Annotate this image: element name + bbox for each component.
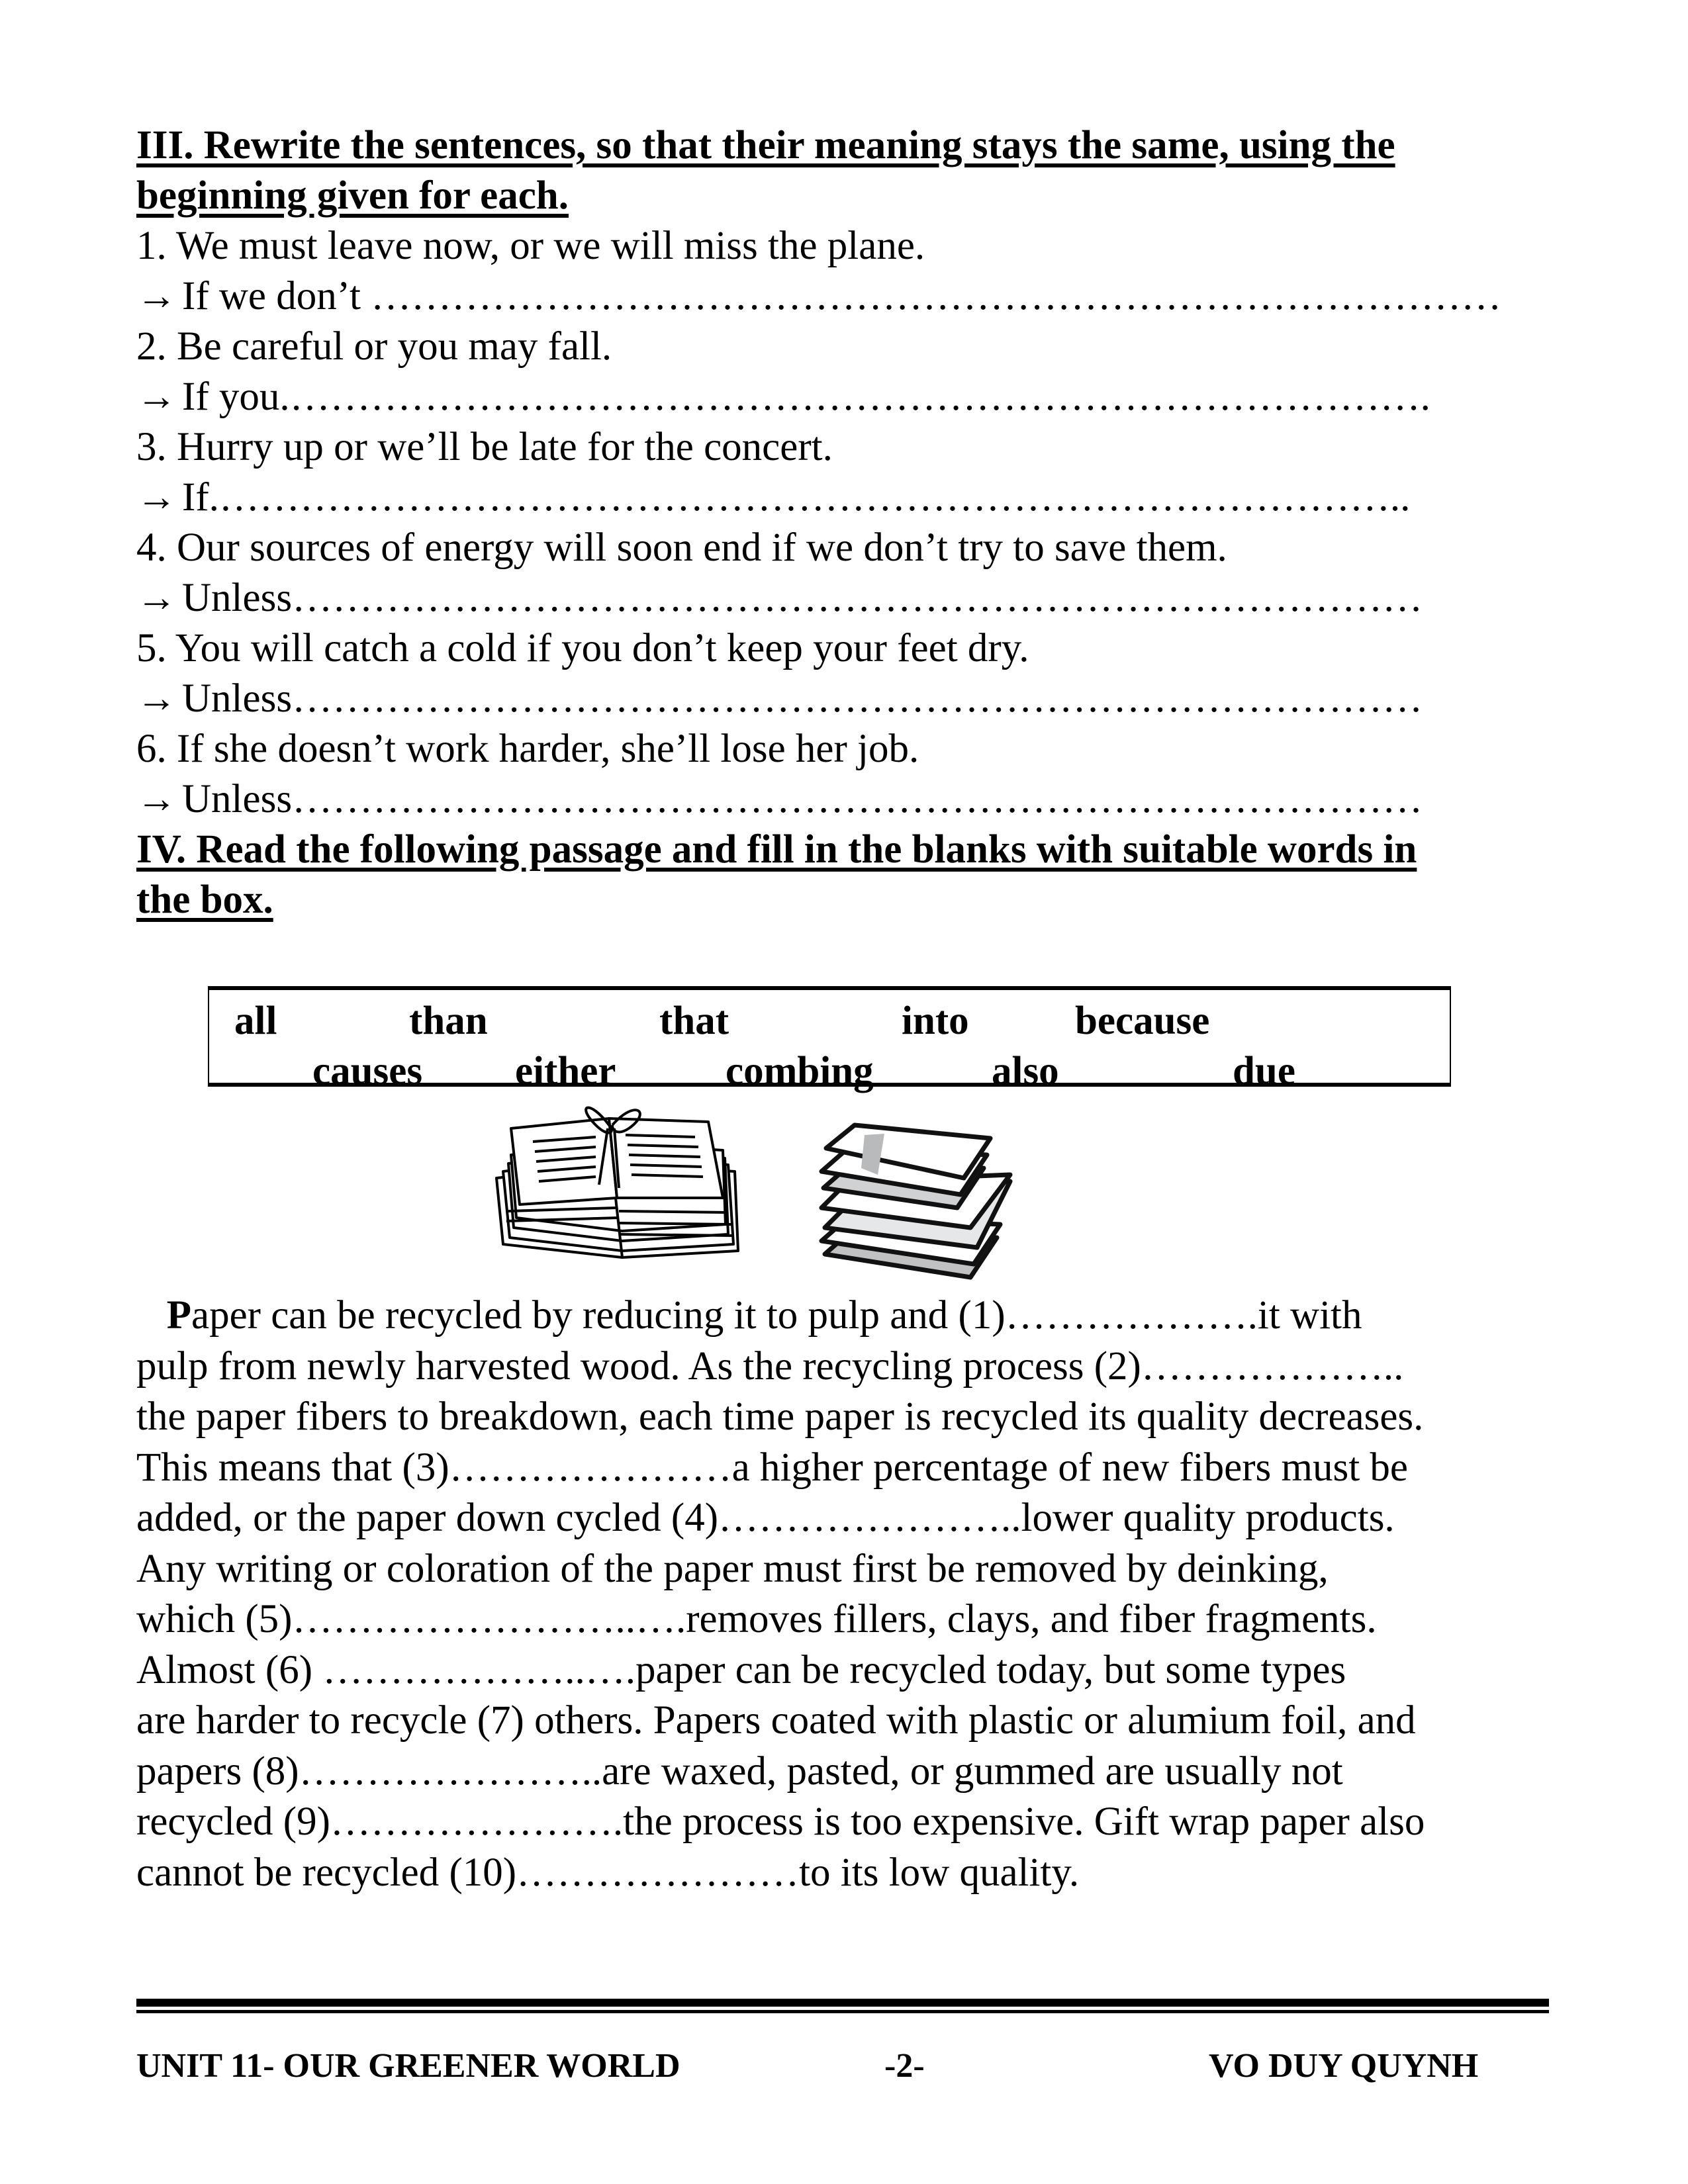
answer-start: If. bbox=[182, 475, 219, 520]
answer-start: Unless bbox=[182, 676, 293, 721]
word-option: than bbox=[409, 999, 488, 1043]
answer-line-5[interactable] bbox=[136, 674, 1423, 724]
paper-stack-illustration bbox=[812, 1102, 1037, 1281]
exercise-prompt-3: 3. Hurry up or we’ll be late for the concert. bbox=[136, 425, 833, 469]
footer-unit-title: UNIT 11- OUR GREENER WORLD bbox=[136, 2047, 680, 2085]
passage-line-2: pulp from newly harvested wood. As the recycling process (2)……………….. bbox=[136, 1343, 1404, 1388]
answer-line-2[interactable] bbox=[136, 372, 1430, 422]
word-option: all bbox=[234, 999, 277, 1043]
newspaper-bundle-illustration bbox=[477, 1099, 755, 1277]
word-option: either bbox=[515, 1049, 616, 1093]
passage-line-12: cannot be recycled (10)…………………to its low quality. bbox=[136, 1850, 1080, 1895]
answer-blank[interactable]: …………………………………………………………………………. bbox=[289, 375, 1430, 419]
answer-blank[interactable]: ………………………………………………………………………… bbox=[292, 576, 1423, 620]
section4-heading-line2: the box. bbox=[136, 878, 273, 922]
section3-heading-line2: beginning given for each. bbox=[136, 173, 569, 218]
passage-line-4: This means that (3)…………………a higher percentage of new fibers must be bbox=[136, 1445, 1408, 1490]
word-option: that bbox=[659, 999, 729, 1043]
section3-heading-line1: III. Rewrite the sentences, so that their meaning stays the same, using the bbox=[136, 123, 1395, 167]
footer-author: VO DUY QUYNH bbox=[1209, 2047, 1479, 2085]
passage-line-10: papers (8)…………………..are waxed, pasted, or gummed are usually not bbox=[136, 1749, 1343, 1794]
arrow-right-icon: → bbox=[136, 475, 177, 520]
footer-page-number: -2- bbox=[884, 2047, 925, 2085]
passage-line-1 bbox=[136, 1291, 1549, 1342]
answer-line-1[interactable] bbox=[136, 271, 1501, 322]
arrow-right-icon: → bbox=[136, 777, 177, 821]
arrow-right-icon: → bbox=[136, 676, 177, 721]
exercise-prompt-5: 5. You will catch a cold if you don’t keep your feet dry. bbox=[136, 626, 1029, 670]
answer-blank[interactable]: …………………………………………………………………………….. bbox=[218, 475, 1411, 520]
passage-line-6: Any writing or coloration of the paper must first be removed by deinking, bbox=[136, 1546, 1329, 1591]
answer-blank[interactable]: ………………………………………………………………………… bbox=[371, 274, 1502, 318]
section4-heading-line1: IV. Read the following passage and fill in the blanks with suitable words in bbox=[136, 827, 1417, 872]
arrow-right-icon: → bbox=[136, 274, 177, 318]
reading-passage bbox=[136, 1291, 1549, 1898]
word-option: because bbox=[1075, 999, 1210, 1043]
arrow-right-icon: → bbox=[136, 375, 177, 419]
answer-line-6[interactable] bbox=[136, 774, 1423, 825]
answer-line-4[interactable] bbox=[136, 573, 1423, 623]
exercise-prompt-2: 2. Be careful or you may fall. bbox=[136, 324, 612, 369]
drop-letter: P bbox=[166, 1293, 192, 1338]
word-option: combing bbox=[726, 1049, 874, 1093]
exercise-prompt-4: 4. Our sources of energy will soon end if we don’t try to save them. bbox=[136, 525, 1227, 570]
exercise-prompt-1: 1. We must leave now, or we will miss the plane. bbox=[136, 224, 925, 268]
word-option: into bbox=[902, 999, 969, 1043]
passage-line-9: are harder to recycle (7) others. Papers coated with plastic or alumium foil, and bbox=[136, 1698, 1416, 1743]
word-option: causes bbox=[312, 1049, 423, 1093]
passage-text: aper can be recycled by reducing it to pulp and (1)……………….it with bbox=[191, 1293, 1362, 1338]
answer-start: If we don’t bbox=[182, 274, 371, 318]
arrow-right-icon: → bbox=[136, 576, 177, 620]
word-option: also bbox=[992, 1049, 1059, 1093]
answer-start: Unless bbox=[182, 576, 293, 620]
word-box bbox=[208, 986, 1451, 1093]
footer-rule-thick bbox=[136, 1999, 1549, 2007]
exercise-prompt-6: 6. If she doesn’t work harder, she’ll lose her job. bbox=[136, 727, 919, 771]
answer-line-3[interactable] bbox=[136, 473, 1410, 523]
answer-start: Unless bbox=[182, 777, 293, 821]
answer-blank[interactable]: ………………………………………………………………………… bbox=[292, 777, 1423, 821]
passage-line-7: which (5)……………………..….removes fillers, clays, and fiber fragments. bbox=[136, 1597, 1377, 1641]
passage-line-8: Almost (6) ………………..….paper can be recycled today, but some types bbox=[136, 1647, 1346, 1692]
footer-rule-thin bbox=[136, 2010, 1549, 2013]
passage-line-5: added, or the paper down cycled (4)…………………..lower quality products. bbox=[136, 1496, 1395, 1540]
answer-start: If you. bbox=[182, 375, 290, 419]
word-option: due bbox=[1233, 1049, 1295, 1093]
answer-blank[interactable]: ………………………………………………………………………… bbox=[292, 676, 1423, 721]
passage-line-3: the paper fibers to breakdown, each time paper is recycled its quality decreases. bbox=[136, 1394, 1424, 1439]
passage-line-11: recycled (9)………………….the process is too expensive. Gift wrap paper also bbox=[136, 1799, 1425, 1844]
